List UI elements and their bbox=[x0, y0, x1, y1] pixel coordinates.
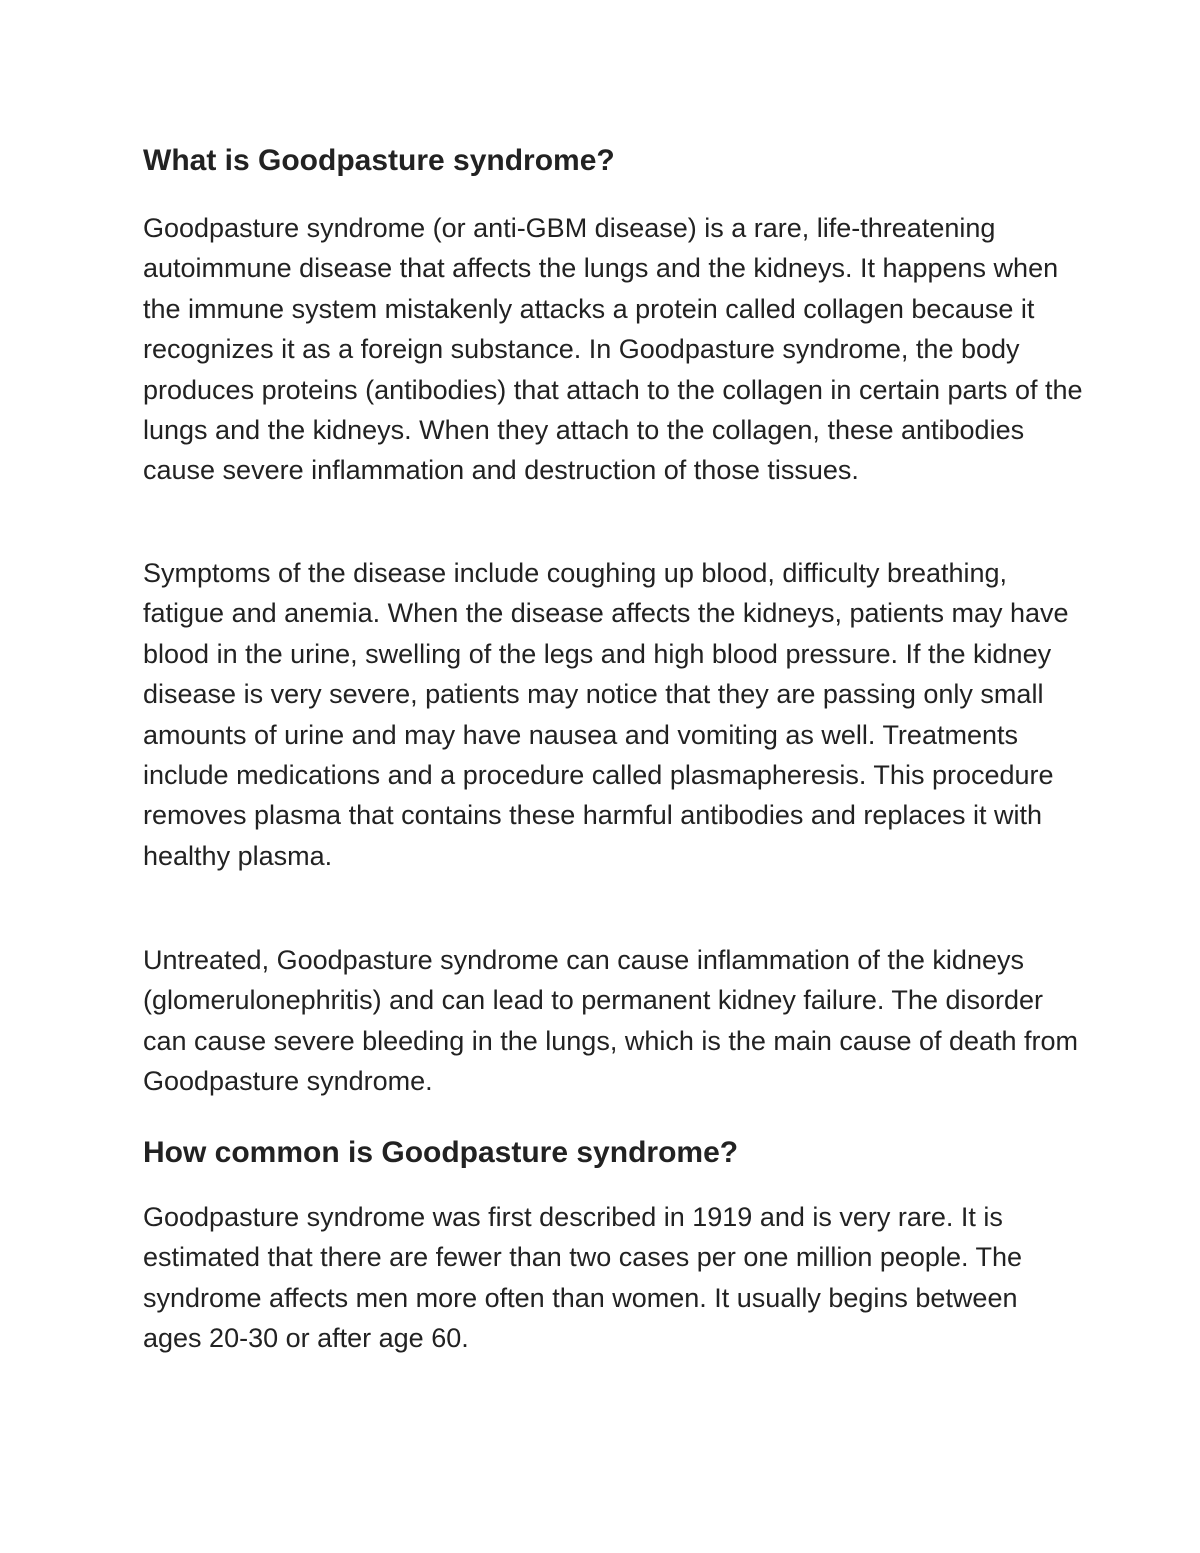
paragraph-definition: Goodpasture syndrome (or anti-GBM disease) is a rare, life-threatening autoimmune disease that affects the lungs and the kidneys. It happens when the immune system mistakenly attacks a protein called collagen because it recognizes it as a foreign substance. In Goodpasture syndrome, the body produces proteins (antibodies) that attach to the collagen in certain parts of the lungs and the kidneys. When they attach to the collagen, these antibodies cause severe inflammation and destruction of those tissues. bbox=[143, 213, 1083, 486]
paragraph-prevalence: Goodpasture syndrome was first described in 1919 and is very rare. It is estimated that there are fewer than two cases per one million people. The syndrome affects men more often than women. It usually begins between ages 20-30 or after age 60. bbox=[143, 1202, 1023, 1354]
section-heading-how-common: How common is Goodpasture syndrome? bbox=[143, 1136, 739, 1169]
section-heading-what-is: What is Goodpasture syndrome? bbox=[143, 144, 615, 177]
paragraph-untreated: Untreated, Goodpasture syndrome can cause inflammation of the kidneys (glomerulonephritis) and can lead to permanent kidney failure. The disorder can cause severe bleeding in the lungs, which is the main cause of death from Goodpasture syndrome. bbox=[143, 945, 1079, 1097]
paragraph-symptoms: Symptoms of the disease include coughing up blood, difficulty breathing, fatigue and anemia. When the disease affects the kidneys, patients may have blood in the urine, swelling of the legs and high blood pressure. If the kidney disease is very severe, patients may notice that they are passing only small amounts of urine and may have nausea and vomiting as well. Treatments include medications and a procedure called plasmapheresis. This procedure removes plasma that contains these harmful antibodies and replaces it with healthy plasma. bbox=[143, 558, 1069, 871]
